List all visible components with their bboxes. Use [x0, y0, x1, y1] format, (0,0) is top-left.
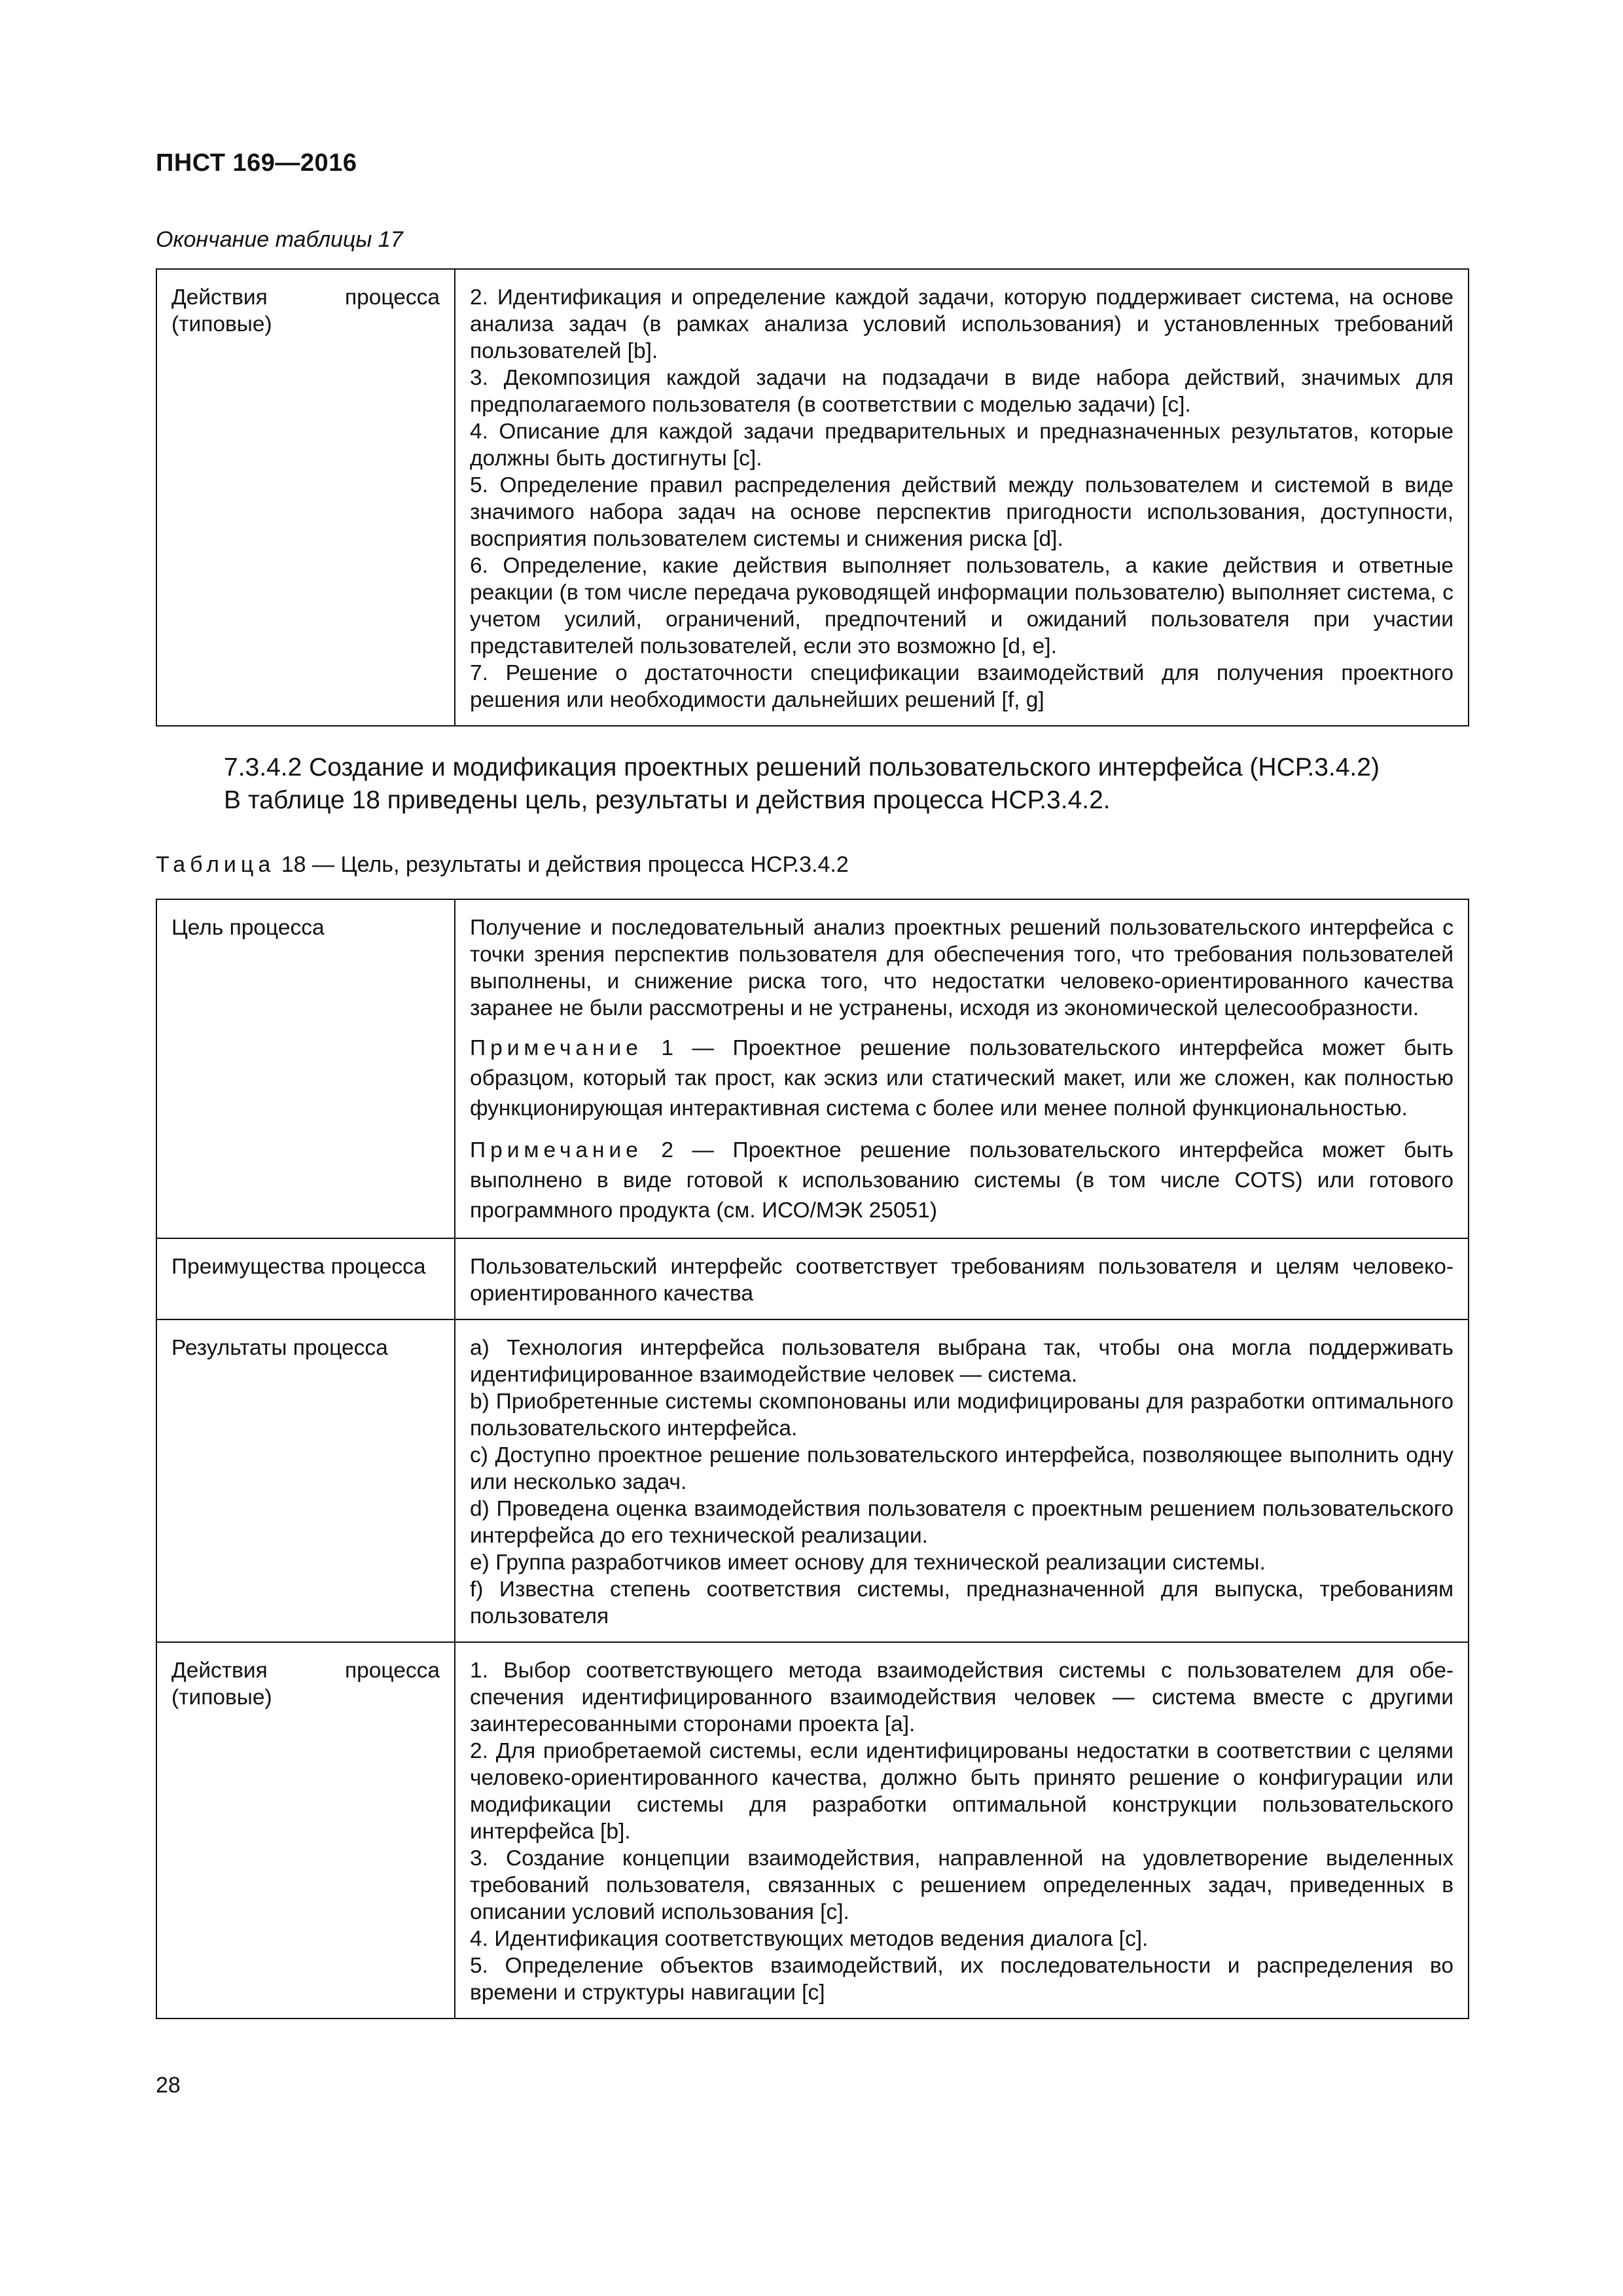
list-item: 4. Описание для каждой задачи предварительных и предназначенных результатов, которые должны быть достигнуты [c]. [470, 420, 1454, 471]
document-id: ПНСТ 169—2016 [156, 149, 357, 177]
list-item: a) Технология интерфейса пользователя выбрана так, чтобы она могла поддерживать идентифицированное взаимодействие человек — система. [470, 1336, 1454, 1387]
section-7-3-4-2 [224, 751, 1470, 817]
row-label: Цель процесса [156, 899, 455, 1238]
note-text: 2 — Проектное решение пользовательского интерфейса может быть выполнено в виде готовой к использованию системы (в том числе COTS) или готового программного продукта (см. ИСО/МЭК 25051) [470, 1138, 1454, 1223]
note-prefix: Примечание [470, 1138, 643, 1162]
list-item: d) Проведена оценка взаимодействия пользователя с проектным решением пользовательского интерфейса до его технической реализации. [470, 1497, 1454, 1548]
row-label: Результаты процесса [156, 1319, 455, 1642]
list-item: 6. Определение, какие действия выполняет пользователь, а какие действия и ответные реакции (в том числе передача руководящей информации пользователю) выполняет система, с учетом усилий, ограничений, предпочтений и ожиданий пользователя при участии представителей пользователей, если это возможно [d, e]. [470, 554, 1454, 658]
list-item: c) Доступно проектное решение пользовательского интерфейса, позволяющее выполнить одну или несколько задач. [470, 1443, 1454, 1494]
note-text: 1 — Проектное решение пользовательского интерфейса может быть образцом, который так прост, как эскиз или статический макет, или же сложен, как полностью функционирующая интерактивная система с более или менее полной функциональностью. [470, 1036, 1454, 1121]
row-label: Преимущества процесса [156, 1238, 455, 1319]
list-item: e) Группа разработчиков имеет основу для технической реализации системы. [470, 1551, 1266, 1575]
table-17 [156, 268, 1469, 726]
list-item: 3. Создание концепции взаимодействия, направленной на удовлетворение выделенных требований пользователя, связанных с решением определенных задач, приведенных в описании условий использования [c]. [470, 1846, 1454, 1924]
row-label: Действия процесса (типовые) [156, 269, 455, 726]
table-row [156, 1642, 1469, 2018]
list-item: 2. Идентификация и определение каждой задачи, которую поддерживает система, на основе анализа задач (в рамках анализа условий использования) и установленных требований пользователей [b]. [470, 285, 1454, 363]
section-heading: 7.3.4.2 Создание и модификация проектных решений пользовательского интерфейса (НСР.3.4.2) [224, 753, 1380, 781]
list-item: b) Приобретенные системы скомпонованы или модифицированы для разработки оптимального пользовательского интерфейса. [470, 1390, 1454, 1441]
row-content [455, 899, 1469, 1238]
table18-caption-prefix: Таблица [156, 852, 276, 877]
list-item: 5. Определение правил распределения действий между пользователем и системой в виде значимого набора задач на основе перспектив пригодности использования, доступности, восприятия пользователем системы и снижения риска [d]. [470, 473, 1454, 551]
row-content [455, 1319, 1469, 1642]
table-row [156, 269, 1469, 726]
list-item: 4. Идентификация соответствующих методов ведения диалога [c]. [470, 1927, 1149, 1951]
list-item: f) Известна степень соответствия системы, предназначенной для выпуска, требованиям пользователя [470, 1577, 1454, 1628]
note-2 [470, 1136, 1454, 1226]
table-row [156, 1238, 1469, 1319]
list-item: 2. Для приобретаемой системы, если идентифицированы недостатки в соответствии с целями человеко-ориентированного качества, должно быть принято решение о конфигурации или модификации системы для разработки оптимальной конструкции пользовательского интерфейса [b]. [470, 1739, 1454, 1844]
list-item: 3. Декомпозиция каждой задачи на подзадачи в виде набора действий, значимых для предполагаемого пользователя (в соответствии с моделью задачи) [c]. [470, 366, 1454, 417]
row-label: Действия процесса (типовые) [156, 1642, 455, 2018]
row-content [455, 269, 1469, 726]
list-item: 5. Определение объектов взаимодействий, их последовательности и распределения во времени и структуры навигации [c] [470, 1954, 1454, 2005]
table-row [156, 1319, 1469, 1642]
table-18 [156, 899, 1469, 2019]
section-intro: В таблице 18 приведены цель, результаты и действия процесса НСР.3.4.2. [224, 786, 1111, 814]
note-1 [470, 1033, 1454, 1124]
table18-caption [156, 852, 849, 878]
table-row [156, 899, 1469, 1238]
list-item: 7. Решение о достаточности спецификации взаимодействий для получения проектного решения или необходимости дальнейших решений [f, g] [470, 661, 1454, 712]
list-item: 1. Выбор соответствующего метода взаимодействия системы с пользователем для обеспечения идентифицированного взаимодействия человек — система вместе с другими заинтересованными сторонами проекта [a]. [470, 1659, 1454, 1736]
note-prefix: Примечание [470, 1036, 643, 1060]
purpose-text: Получение и последовательный анализ проектных решений пользовательского интерфейса с точки зрения перспектив пользователя для обеспечения того, что требования пользователей выполнены, и снижение риска того, что недостатки человеко-ориентированного качества заранее не были рассмотрены и не устранены, исходя из экономической целесообразности. [470, 916, 1454, 1020]
page-number: 28 [156, 2073, 181, 2098]
table18-caption-rest: 18 — Цель, результаты и действия процесса НСР.3.4.2 [281, 852, 849, 877]
table17-caption: Окончание таблицы 17 [156, 227, 403, 252]
row-content: Пользовательский интерфейс соответствует требованиям пользователя и целям человеко-ориентированного качества [455, 1238, 1469, 1319]
row-content [455, 1642, 1469, 2018]
